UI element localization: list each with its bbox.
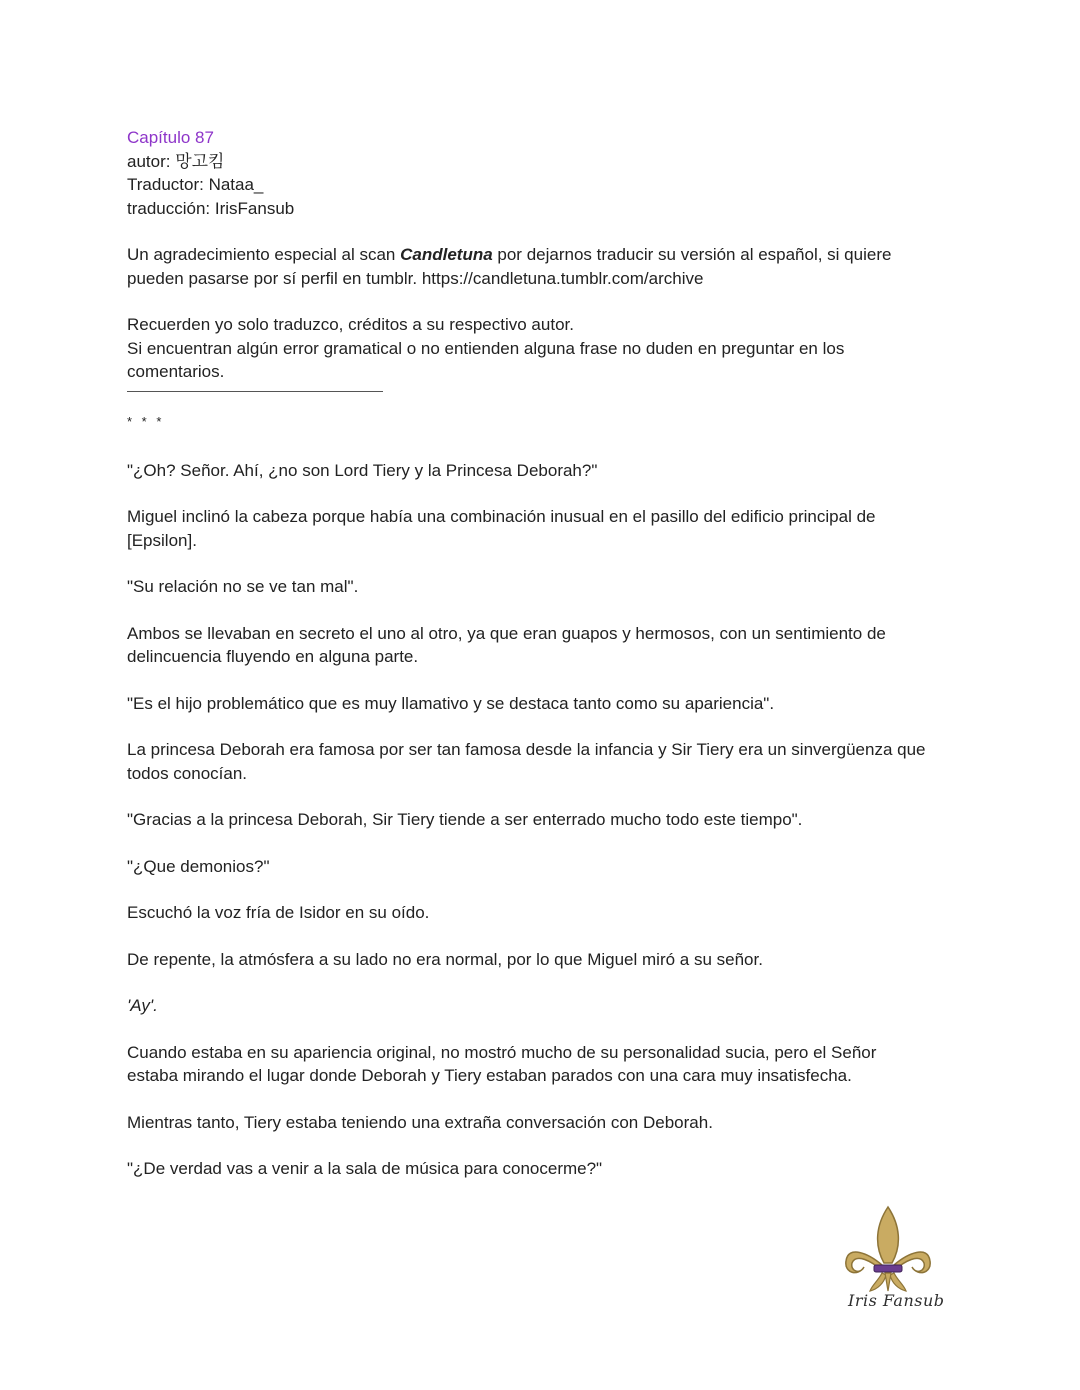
scene-separator: * * * (127, 413, 165, 429)
author-line: autor: 망고킴 (127, 151, 225, 171)
paragraph: "Gracias a la princesa Deborah, Sir Tiery tiende a ser enterrado mucho todo este tiempo". (127, 810, 803, 829)
thanks-paragraph (127, 243, 927, 290)
document-page (127, 126, 927, 1204)
scan-name: Candletuna (400, 245, 493, 264)
translation-line: traducción: IrisFansub (127, 198, 295, 218)
paragraph: De repente, la atmósfera a su lado no era normal, por lo que Miguel miró a su señor. (127, 949, 763, 969)
paragraph: 'Ay'. (127, 996, 158, 1015)
chapter-title: Capítulo 87 (127, 128, 214, 147)
paragraph: "¿Que demonios?" (127, 856, 270, 876)
paragraph: La princesa Deborah era famosa por ser tan famosa desde la infancia y Sir Tiery era un sinvergüenza que todos conocían. (127, 740, 926, 783)
paragraph: Mientras tanto, Tiery estaba teniendo una extraña conversación con Deborah. (127, 1112, 713, 1132)
paragraph: "¿Oh? Señor. Ahí, ¿no son Lord Tiery y la Princesa Deborah?" (127, 460, 598, 480)
paragraph: Ambos se llevaban en secreto el uno al otro, ya que eran guapos y hermosos, con un sentimiento de delincuencia fluyendo en alguna parte. (127, 623, 886, 666)
thanks-text-after: por dejarnos traducir su versión al español, si quiere pueden pasarse por sí perfil en tumblr. https://candletuna.tumblr.com/archive (127, 245, 892, 288)
notes-line-2: Si encuentran algún error gramatical o no entienden alguna frase no duden en preguntar en los comentarios. (127, 338, 845, 381)
logo-text: Iris Fansub (848, 1291, 945, 1310)
translator-line: Traductor: Nataa_ (127, 175, 264, 194)
paragraph: "Su relación no se ve tan mal". (127, 577, 359, 596)
paragraph: Miguel inclinó la cabeza porque había una combinación inusual en el pasillo del edificio principal de [Epsilon]. (127, 507, 876, 550)
notes-line-1: Recuerden yo solo traduzco, créditos a su respectivo autor. (127, 315, 574, 334)
paragraph: "¿De verdad vas a venir a la sala de música para conocerme?" (127, 1159, 603, 1178)
thanks-text-before: Un agradecimiento especial al scan (127, 245, 401, 264)
paragraph: "Es el hijo problemático que es muy llamativo y se destaca tanto como su apariencia". (127, 693, 775, 713)
paragraph: Escuchó la voz fría de Isidor en su oído. (127, 903, 430, 922)
paragraph: Cuando estaba en su apariencia original, no mostró mucho de su personalidad sucia, pero el Señor estaba mirando el lugar donde Deborah y Tiery estaban parados con una cara muy insatisfecha. (127, 1042, 877, 1085)
divider-rule (127, 391, 383, 392)
